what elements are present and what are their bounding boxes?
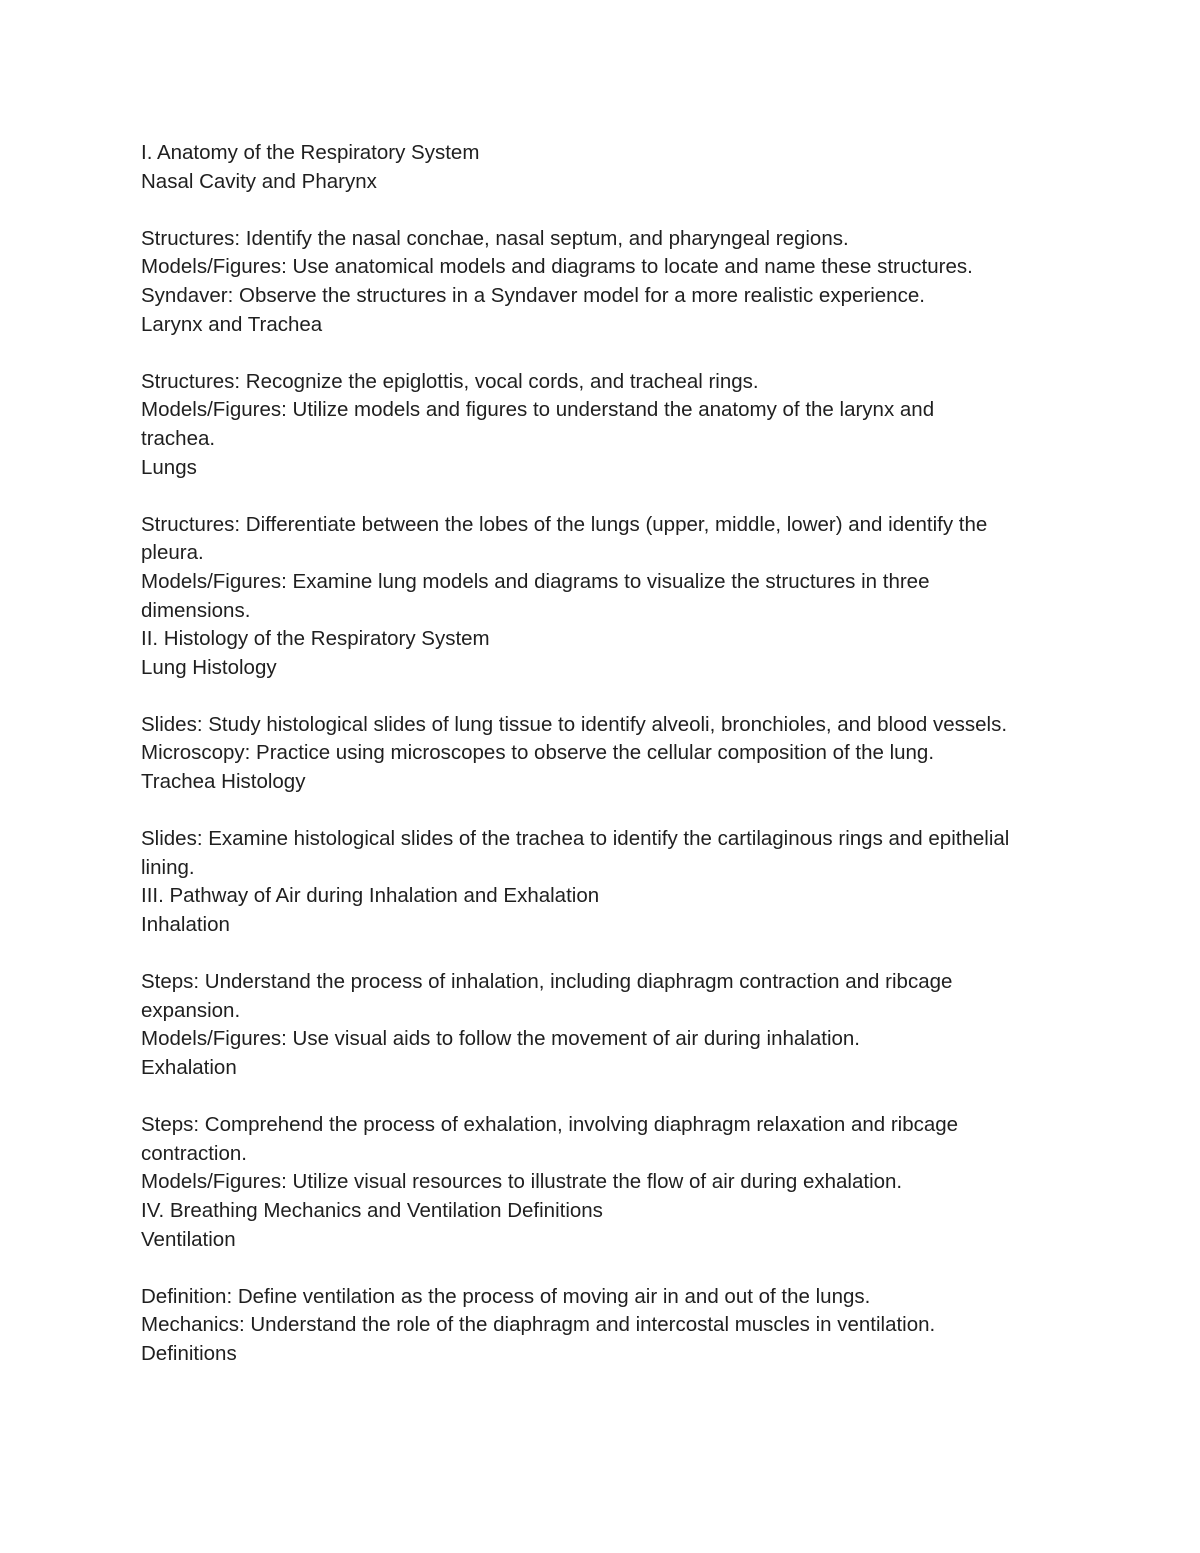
document-line: Steps: Understand the process of inhalation, including diaphragm contraction and ribcage [141,970,953,994]
blank-line [141,1083,1071,1112]
blank-line [141,940,1071,969]
document-line: Lung Histology [141,655,277,679]
document-body [141,139,1071,1369]
document-line: II. Histology of the Respiratory System [141,627,490,651]
document-line: Ventilation [141,1227,236,1251]
document-line: Structures: Differentiate between the lobes of the lungs (upper, middle, lower) and identify the [141,512,988,536]
document-line: pleura. [141,541,204,565]
blank-line [141,682,1071,711]
document-line: Nasal Cavity and Pharynx [141,169,377,193]
document-line: I. Anatomy of the Respiratory System [141,141,480,164]
document-line: Larynx and Trachea [141,312,323,336]
document-line: Microscopy: Practice using microscopes to observe the cellular composition of the lung. [141,741,935,765]
document-line: Steps: Comprehend the process of exhalation, involving diaphragm relaxation and ribcage [141,1113,959,1137]
blank-line [141,339,1071,368]
document-line: Models/Figures: Utilize visual resources to illustrate the flow of air during exhalation. [141,1170,903,1194]
document-line: lining. [141,855,195,879]
document-line: Structures: Identify the nasal conchae, nasal septum, and pharyngeal regions. [141,226,849,250]
blank-line [141,797,1071,826]
document-line: Models/Figures: Utilize models and figures to understand the anatomy of the larynx and [141,398,935,422]
document-line: Definitions [141,1341,237,1365]
document-line: Slides: Study histological slides of lung tissue to identify alveoli, bronchioles, and blood vessels. [141,712,1008,736]
document-line: Exhalation [141,1056,237,1079]
document-line: Trachea Histology [141,770,306,794]
document-line: expansion. [141,998,241,1022]
blank-line [141,196,1071,225]
document-line: Slides: Examine histological slides of the trachea to identify the cartilaginous rings and epithelial [141,827,1010,851]
blank-line [141,482,1071,511]
document-line: Syndaver: Observe the structures in a Syndaver model for a more realistic experience. [141,283,925,307]
document-line: Inhalation [141,913,230,937]
document-line: Models/Figures: Examine lung models and diagrams to visualize the structures in three [141,569,930,593]
document-line: dimensions. [141,598,251,622]
document-line: contraction. [141,1141,247,1165]
document-line: Mechanics: Understand the role of the diaphragm and intercostal muscles in ventilation. [141,1313,936,1337]
document-line: Definition: Define ventilation as the process of moving air in and out of the lungs. [141,1284,871,1308]
document-line: Lungs [141,455,197,479]
document-line: Structures: Recognize the epiglottis, vocal cords, and tracheal rings. [141,369,759,393]
document-line: trachea. [141,426,216,450]
document-line: IV. Breathing Mechanics and Ventilation Definitions [141,1198,603,1222]
blank-line [141,1254,1071,1283]
document-line: III. Pathway of Air during Inhalation and Exhalation [141,884,600,908]
document-line: Models/Figures: Use anatomical models and diagrams to locate and name these structures. [141,255,973,279]
document-line: Models/Figures: Use visual aids to follow the movement of air during inhalation. [141,1027,860,1051]
